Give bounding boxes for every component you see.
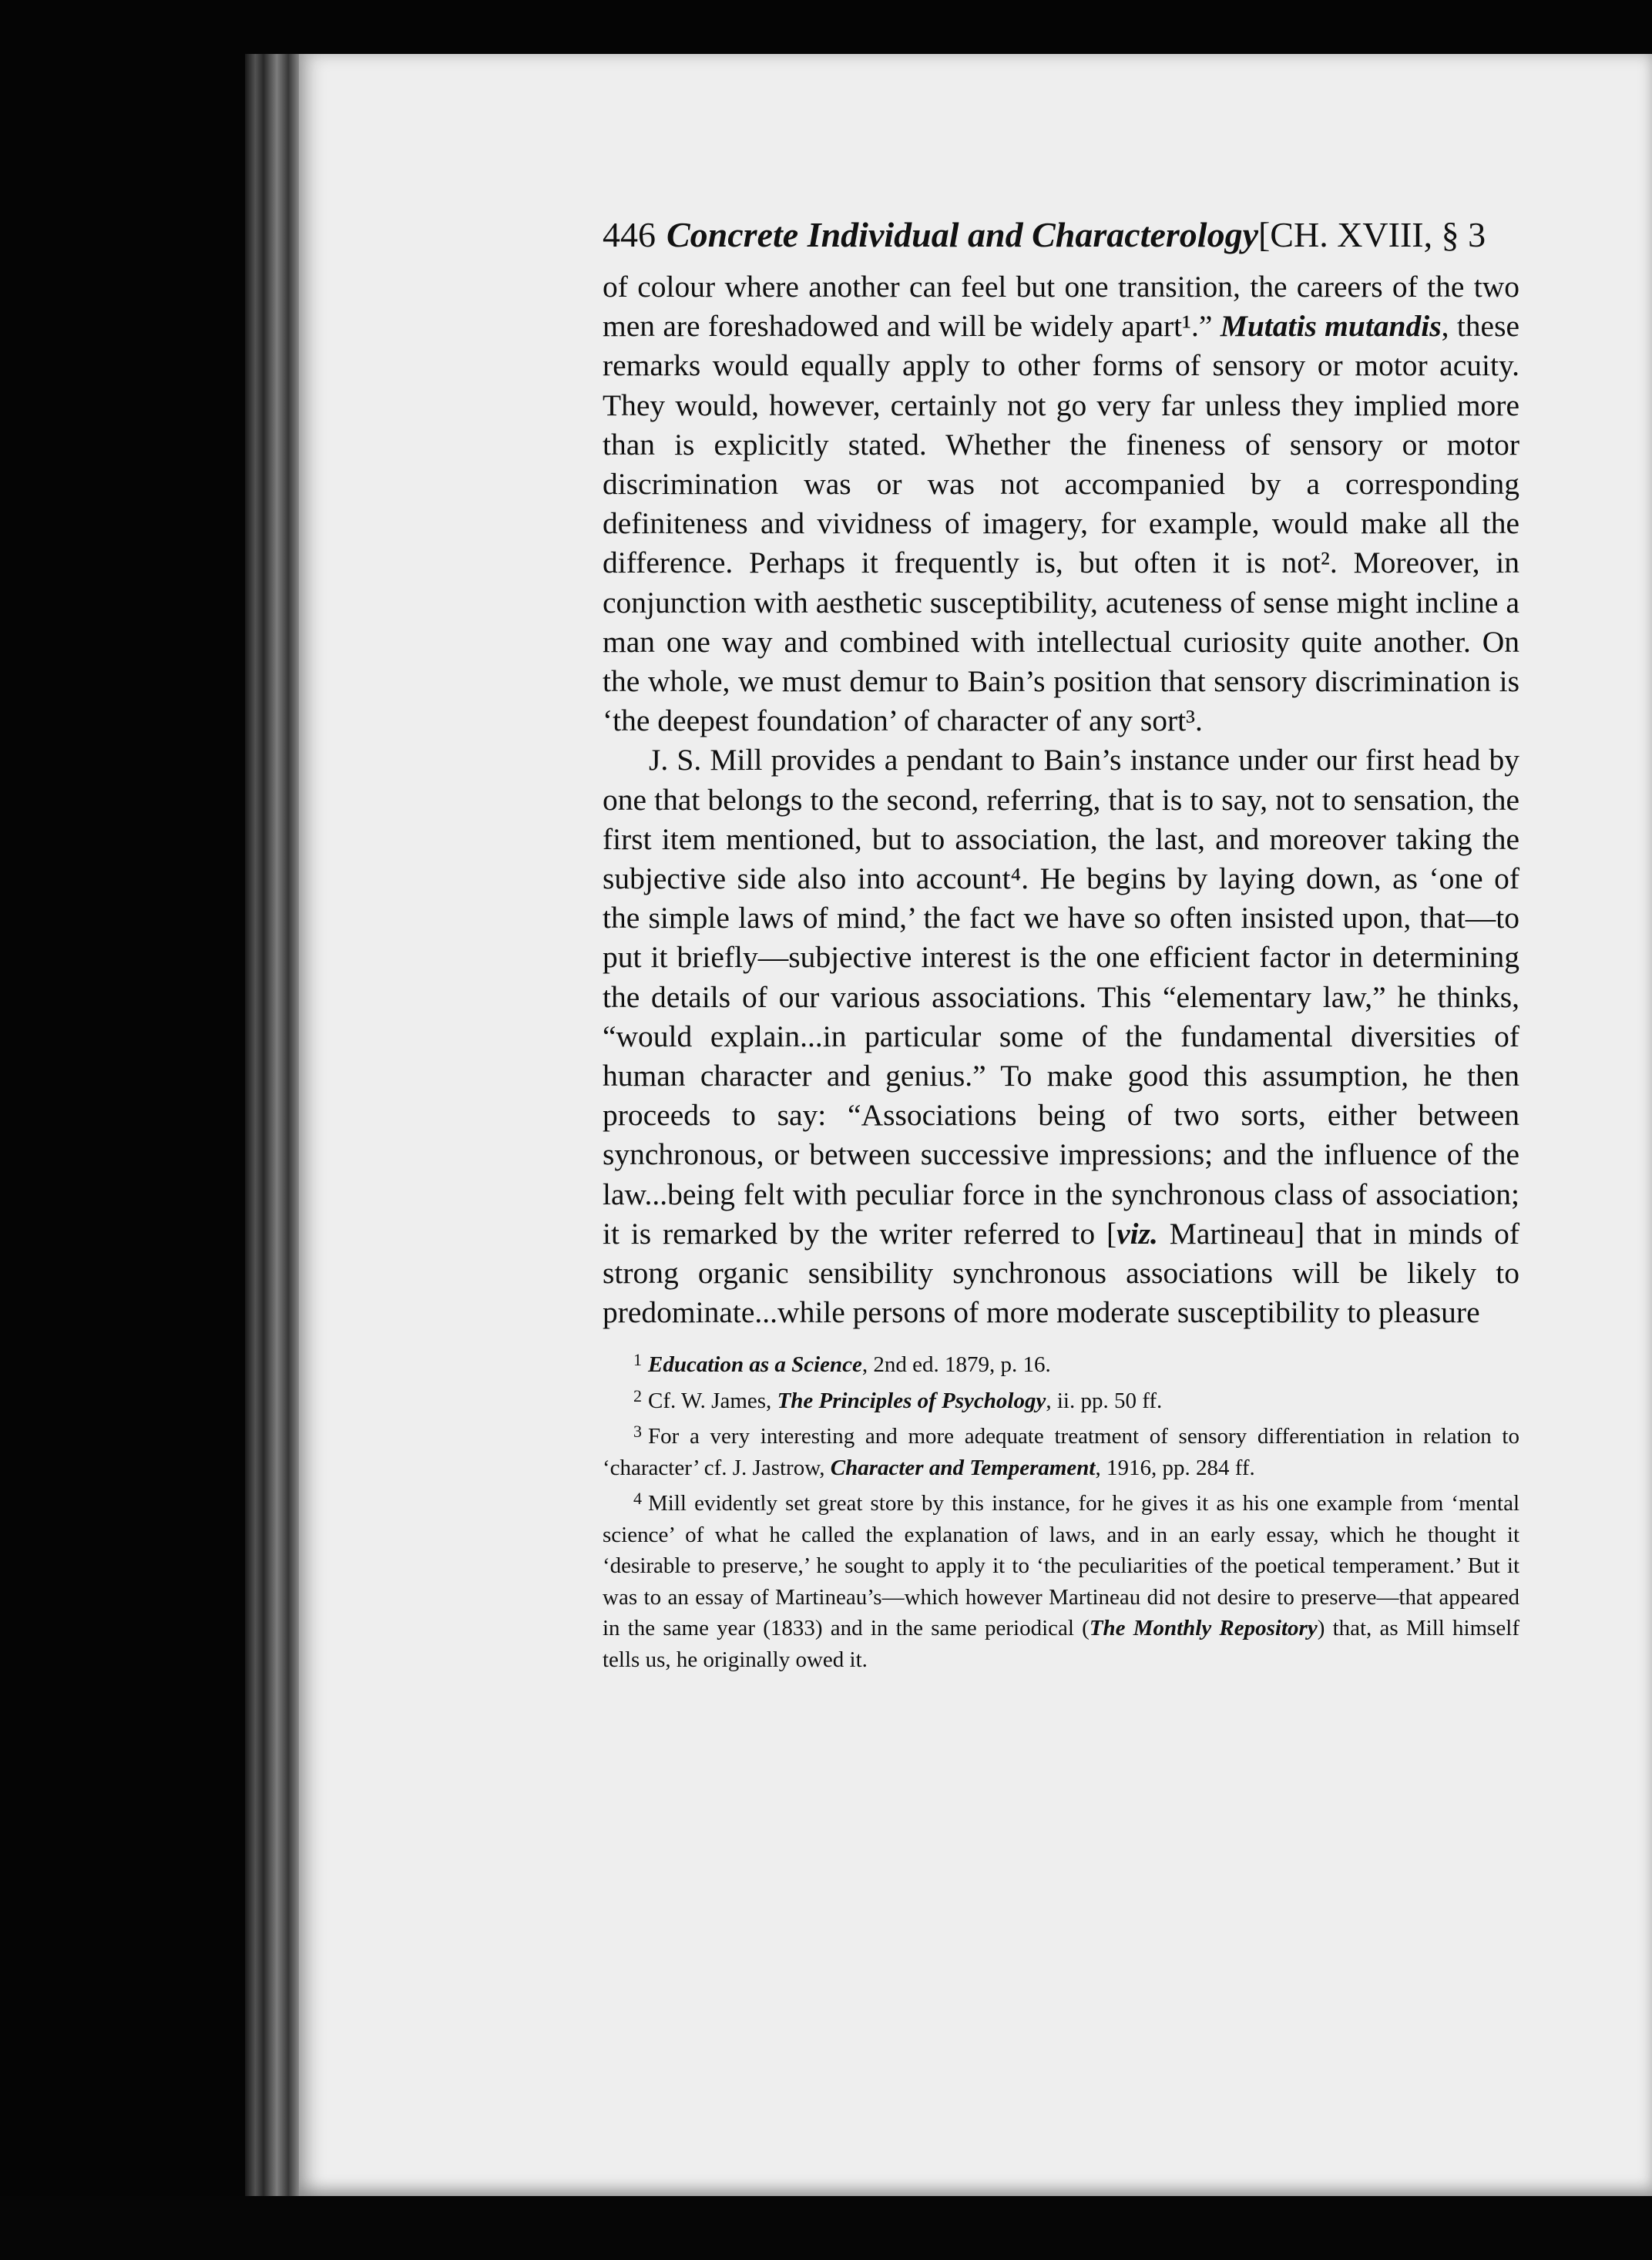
page-stack-edge <box>245 54 303 2196</box>
footnote-1-rest: , 2nd ed. 1879, p. 16. <box>861 1352 1051 1378</box>
footnote-1-marker: 1 <box>633 1350 642 1370</box>
footnote-3 <box>603 1416 1519 1483</box>
footnote-1 <box>603 1345 1519 1381</box>
footnote-3-title: Character and Temperament <box>830 1455 1096 1480</box>
running-title: Concrete Individual and Characterology <box>667 215 1258 254</box>
footnotes <box>603 1345 1519 1675</box>
running-header <box>603 212 1519 263</box>
footnote-2-title: The Principles of Psychology <box>777 1388 1046 1413</box>
footnote-3-marker: 3 <box>633 1422 642 1442</box>
paragraph-1-text-b: , these remarks would equally apply to other forms of sensory or motor acuity. They would, however, certainly not go very far unless they implied more than is explicitly stated. Whether the fineness of sensory or motor discrimination was or was not accompanied by a corresponding definiteness and vividness of imagery, for example, would make all the difference. Perhaps it frequently is, but often it is not². Moreover, in conjunction with aesthetic susceptibility, acuteness of sense might incline a man one way and combined with intellectual curiosity quite another. On the whole, we must demur to Bain’s position that sensory discrimination is ‘the deepest foundation’ of character of any sort³. <box>603 309 1519 738</box>
footnote-2-rest: , ii. pp. 50 ff. <box>1046 1388 1163 1413</box>
paragraph-1-text-a: of colour where another can feel but one transition, the careers of the two men are foreshadowed and will be widely apart¹.” <box>603 270 1519 344</box>
footnote-2-marker: 2 <box>633 1385 642 1405</box>
paragraph-2 <box>603 740 1519 1332</box>
paragraph-2-text-b: Martineau] that in minds of strong organic sensibility synchronous associations will be likely to predominate...while persons of more moderate susceptibility to pleasure <box>603 1216 1519 1330</box>
footnote-1-title: Education as a Science <box>648 1352 862 1378</box>
footnote-4-text-a: Mill evidently set great store by this instance, for he gives it as his one example from ‘mental science’ of what he called the explanation of laws, and in an early essay, which he thought it ‘desirable to preserve,’ he sought to apply it to ‘the peculiarities of the poetical temperament.’ But it was to an essay of Martineau’s—which however Martineau did not desire to preserve—that appeared in the same year (1833) and in the same periodical ( <box>603 1491 1519 1641</box>
body-text <box>603 267 1519 1332</box>
paragraph-1-italic: Mutatis mutandis <box>1220 309 1442 344</box>
page-content <box>603 212 1519 1675</box>
footnote-2 <box>603 1381 1519 1417</box>
paragraph-2-text-a: J. S. Mill provides a pendant to Bain’s instance under our first head by one that belongs to the second, referring, that is to say, not to sensation, the first item mentioned, but to association, the last, and moreover taking the subjective side also into account⁴. He begins by laying down, as ‘one of the simple laws of mind,’ the fact we have so often insisted upon, that—to put it briefly—subjective interest is the one efficient factor in determining the details of our various associations. This “elementary law,” he thinks, “would explain...in particular some of the fundamental diversities of human character and genius.” To make good this assumption, he then proceeds to say: “Associations being of two sorts, either between synchronous, or between successive impressions; and the influence of the law...being felt with peculiar force in the synchronous class of association; it is remarked by the writer referred to [ <box>603 743 1519 1251</box>
footnote-4-title: The Monthly Repository <box>1089 1616 1318 1641</box>
scan-border-bottom <box>0 2196 1652 2260</box>
footnote-3-text-a: For a very interesting and more adequate treatment of sensory differentiation in relation to ‘character’ cf. J. Jastrow, <box>603 1424 1519 1480</box>
footnote-3-rest: , 1916, pp. 284 ff. <box>1095 1455 1255 1480</box>
footnote-4 <box>603 1483 1519 1675</box>
footnote-4-rest: ) that, as Mill himself tells us, he originally owed it. <box>603 1616 1519 1672</box>
paragraph-2-italic: viz. <box>1116 1216 1158 1251</box>
section-reference: [CH. XVIII, § 3 <box>1257 215 1486 254</box>
paragraph-1 <box>603 267 1519 740</box>
footnote-2-text-a: Cf. W. James, <box>648 1388 777 1413</box>
footnote-4-marker: 4 <box>633 1489 642 1509</box>
page-number: 446 <box>603 215 656 254</box>
